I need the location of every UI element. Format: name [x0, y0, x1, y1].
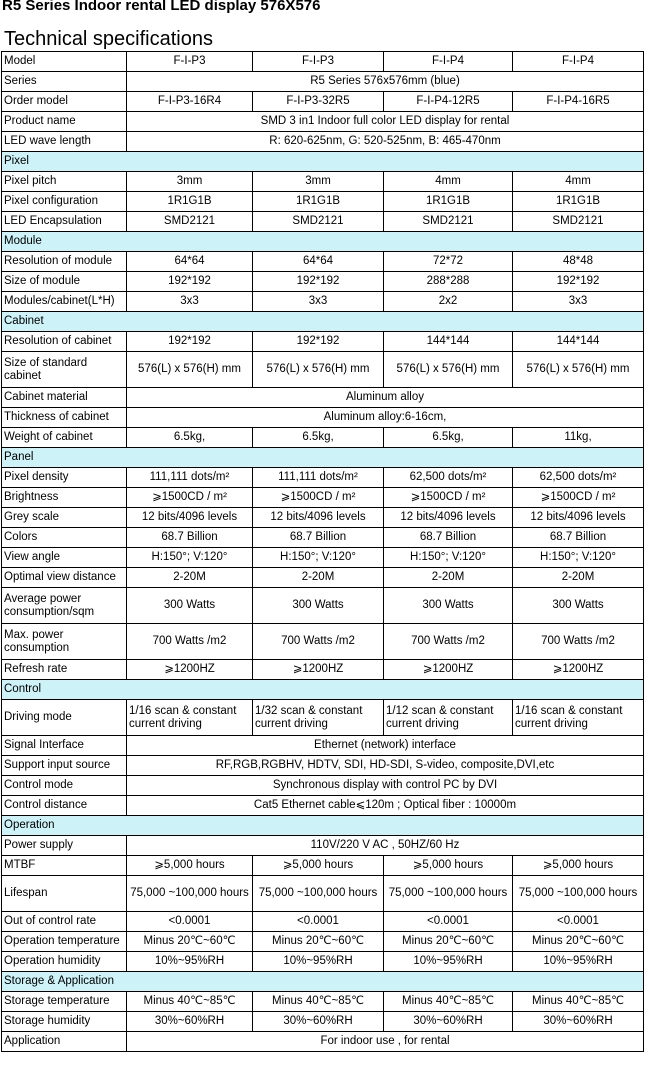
row-label: Max. power consumption	[2, 624, 127, 660]
cell: 3mm	[127, 172, 253, 192]
row-label: Power supply	[2, 836, 127, 856]
row-label: Modules/cabinet(L*H)	[2, 292, 127, 312]
cell: 48*48	[513, 252, 644, 272]
table-row-lifespan	[2, 876, 644, 912]
cell: 288*288	[384, 272, 513, 292]
cell: SMD2121	[253, 212, 384, 232]
cell: H:150°; V:120°	[253, 548, 384, 568]
table-row-operation-temperature	[2, 932, 644, 952]
row-label: Brightness	[2, 488, 127, 508]
row-label: LED Encapsulation	[2, 212, 127, 232]
section-cabinet	[2, 312, 644, 332]
cell: 576(L) x 576(H) mm	[127, 352, 253, 388]
cell: 192*192	[127, 332, 253, 352]
cell: ⩾1200HZ	[513, 660, 644, 680]
cell: SMD2121	[513, 212, 644, 232]
table-row-out-of-control	[2, 912, 644, 932]
table-row-colors	[2, 528, 644, 548]
row-label: Storage humidity	[2, 1012, 127, 1032]
cell: 1/32 scan & constant current driving	[253, 700, 384, 736]
cell: 300 Watts	[384, 588, 513, 624]
cell: H:150°; V:120°	[513, 548, 644, 568]
cell: 1/16 scan & constant current driving	[127, 700, 253, 736]
cell: ⩾5,000 hours	[513, 856, 644, 876]
section-operation	[2, 816, 644, 836]
cell: 300 Watts	[513, 588, 644, 624]
table-row-series	[2, 72, 644, 92]
cell: 2x2	[384, 292, 513, 312]
row-label: Size of standard cabinet	[2, 352, 127, 388]
cell: F-I-P3-32R5	[253, 92, 384, 112]
cell: Minus 40℃~85℃	[384, 992, 513, 1012]
row-label: Pixel pitch	[2, 172, 127, 192]
table-row-resolution-module	[2, 252, 644, 272]
cell: ⩾5,000 hours	[253, 856, 384, 876]
cell: ⩾1500CD / m²	[253, 488, 384, 508]
cell: 192*192	[253, 272, 384, 292]
cell: <0.0001	[127, 912, 253, 932]
cell: 700 Watts /m2	[253, 624, 384, 660]
cell: 72*72	[384, 252, 513, 272]
cell: ⩾1200HZ	[253, 660, 384, 680]
table-row-driving-mode	[2, 700, 644, 736]
cell: ⩾1500CD / m²	[127, 488, 253, 508]
cell: Minus 40℃~85℃	[513, 992, 644, 1012]
cell: 1R1G1B	[513, 192, 644, 212]
table-row-control-distance	[2, 796, 644, 816]
row-label: Model	[2, 52, 127, 72]
row-label: Refresh rate	[2, 660, 127, 680]
cell: F-I-P3-16R4	[127, 92, 253, 112]
table-row-input-source	[2, 756, 644, 776]
row-label: Product name	[2, 112, 127, 132]
section-pixel	[2, 152, 644, 172]
row-label: Weight of cabinet	[2, 428, 127, 448]
cell: 192*192	[127, 272, 253, 292]
cell: 12 bits/4096 levels	[127, 508, 253, 528]
cell: 576(L) x 576(H) mm	[253, 352, 384, 388]
table-row-cabinet-weight	[2, 428, 644, 448]
cell: 30%~60%RH	[513, 1012, 644, 1032]
row-label: Series	[2, 72, 127, 92]
table-row-view-angle	[2, 548, 644, 568]
row-value: R: 620-625nm, G: 520-525nm, B: 465-470nm	[127, 132, 644, 152]
section-heading: Storage & Application	[2, 972, 644, 992]
cell: Minus 20℃~60℃	[384, 932, 513, 952]
cell: Minus 40℃~85℃	[127, 992, 253, 1012]
section-storage	[2, 972, 644, 992]
cell: ⩾5,000 hours	[127, 856, 253, 876]
model-cell: F-I-P4	[384, 52, 513, 72]
cell: 12 bits/4096 levels	[513, 508, 644, 528]
section-heading: Panel	[2, 448, 644, 468]
table-row-operation-humidity	[2, 952, 644, 972]
cell: 6.5kg,	[384, 428, 513, 448]
table-row-storage-humidity	[2, 1012, 644, 1032]
section-heading: Operation	[2, 816, 644, 836]
cell: 1/16 scan & constant current driving	[513, 700, 644, 736]
cell: ⩾1200HZ	[127, 660, 253, 680]
row-label: Resolution of module	[2, 252, 127, 272]
cell: 4mm	[513, 172, 644, 192]
row-label: Grey scale	[2, 508, 127, 528]
row-value: For indoor use , for rental	[127, 1032, 644, 1052]
model-cell: F-I-P3	[127, 52, 253, 72]
row-label: Signal Interface	[2, 736, 127, 756]
table-row-signal-interface	[2, 736, 644, 756]
cell: 75,000 ~100,000 hours	[384, 876, 513, 912]
table-row-cabinet-thickness	[2, 408, 644, 428]
cell: <0.0001	[513, 912, 644, 932]
table-row-order-model	[2, 92, 644, 112]
row-label: Order model	[2, 92, 127, 112]
cell: H:150°; V:120°	[384, 548, 513, 568]
row-label: Colors	[2, 528, 127, 548]
row-value: Aluminum alloy	[127, 388, 644, 408]
table-row-led-encapsulation	[2, 212, 644, 232]
cell: 2-20M	[384, 568, 513, 588]
page-title: R5 Series Indoor rental LED display 576X576	[2, 0, 321, 14]
spec-table	[1, 51, 644, 1052]
cell: ⩾1500CD / m²	[384, 488, 513, 508]
row-value: R5 Series 576x576mm (blue)	[127, 72, 644, 92]
cell: 700 Watts /m2	[384, 624, 513, 660]
row-label: Control distance	[2, 796, 127, 816]
cell: F-I-P4-16R5	[513, 92, 644, 112]
section-heading: Module	[2, 232, 644, 252]
cell: 10%~95%RH	[384, 952, 513, 972]
cell: 10%~95%RH	[127, 952, 253, 972]
row-label: LED wave length	[2, 132, 127, 152]
row-value: Ethernet (network) interface	[127, 736, 644, 756]
cell: 30%~60%RH	[384, 1012, 513, 1032]
row-label: Cabinet material	[2, 388, 127, 408]
cell: 68.7 Billion	[253, 528, 384, 548]
row-value: Cat5 Ethernet cable⩽120m ; Optical fiber : 10000m	[127, 796, 644, 816]
row-value: SMD 3 in1 Indoor full color LED display for rental	[127, 112, 644, 132]
cell: 2-20M	[253, 568, 384, 588]
cell: 11kg,	[513, 428, 644, 448]
table-row-product-name	[2, 112, 644, 132]
cell: 62,500 dots/m²	[513, 468, 644, 488]
cell: 30%~60%RH	[253, 1012, 384, 1032]
cell: Minus 20℃~60℃	[253, 932, 384, 952]
cell: 300 Watts	[253, 588, 384, 624]
table-row-pixel-density	[2, 468, 644, 488]
row-label: Resolution of cabinet	[2, 332, 127, 352]
row-value: RF,RGB,RGBHV, HDTV, SDI, HD-SDI, S-video, composite,DVI,etc	[127, 756, 644, 776]
row-label: Pixel density	[2, 468, 127, 488]
cell: 1R1G1B	[384, 192, 513, 212]
table-row-model	[2, 52, 644, 72]
cell: 12 bits/4096 levels	[384, 508, 513, 528]
cell: <0.0001	[384, 912, 513, 932]
row-label: Pixel configuration	[2, 192, 127, 212]
cell: 10%~95%RH	[253, 952, 384, 972]
table-row-storage-temperature	[2, 992, 644, 1012]
cell: 144*144	[513, 332, 644, 352]
row-label: Storage temperature	[2, 992, 127, 1012]
table-row-resolution-cabinet	[2, 332, 644, 352]
cell: F-I-P4-12R5	[384, 92, 513, 112]
cell: 576(L) x 576(H) mm	[513, 352, 644, 388]
cell: 3x3	[513, 292, 644, 312]
section-module	[2, 232, 644, 252]
cell: 300 Watts	[127, 588, 253, 624]
cell: 1/12 scan & constant current driving	[384, 700, 513, 736]
cell: 62,500 dots/m²	[384, 468, 513, 488]
row-label: Operation temperature	[2, 932, 127, 952]
table-row-modules-cabinet	[2, 292, 644, 312]
table-row-average-power	[2, 588, 644, 624]
cell: 3x3	[127, 292, 253, 312]
row-label: MTBF	[2, 856, 127, 876]
row-label: Size of module	[2, 272, 127, 292]
table-row-view-distance	[2, 568, 644, 588]
cell: 30%~60%RH	[127, 1012, 253, 1032]
table-row-control-mode	[2, 776, 644, 796]
table-row-application	[2, 1032, 644, 1052]
cell: 6.5kg,	[253, 428, 384, 448]
table-row-pixel-pitch	[2, 172, 644, 192]
cell: 4mm	[384, 172, 513, 192]
table-row-size-module	[2, 272, 644, 292]
model-cell: F-I-P3	[253, 52, 384, 72]
cell: 2-20M	[127, 568, 253, 588]
cell: H:150°; V:120°	[127, 548, 253, 568]
cell: 2-20M	[513, 568, 644, 588]
cell: 75,000 ~100,000 hours	[513, 876, 644, 912]
row-value: Aluminum alloy:6-16cm,	[127, 408, 644, 428]
section-control	[2, 680, 644, 700]
page-subtitle: Technical specifications	[4, 28, 213, 50]
table-row-mtbf	[2, 856, 644, 876]
cell: 75,000 ~100,000 hours	[253, 876, 384, 912]
model-cell: F-I-P4	[513, 52, 644, 72]
cell: 3mm	[253, 172, 384, 192]
table-row-pixel-config	[2, 192, 644, 212]
cell: ⩾1200HZ	[384, 660, 513, 680]
cell: ⩾5,000 hours	[384, 856, 513, 876]
row-label: Operation humidity	[2, 952, 127, 972]
cell: 64*64	[127, 252, 253, 272]
cell: 68.7 Billion	[384, 528, 513, 548]
table-row-size-cabinet	[2, 352, 644, 388]
cell: SMD2121	[384, 212, 513, 232]
table-row-max-power	[2, 624, 644, 660]
table-row-grey-scale	[2, 508, 644, 528]
table-row-power-supply	[2, 836, 644, 856]
cell: <0.0001	[253, 912, 384, 932]
cell: 1R1G1B	[253, 192, 384, 212]
row-value: Synchronous display with control PC by DVI	[127, 776, 644, 796]
cell: 144*144	[384, 332, 513, 352]
cell: Minus 20℃~60℃	[513, 932, 644, 952]
cell: ⩾1500CD / m²	[513, 488, 644, 508]
row-label: Average power consumption/sqm	[2, 588, 127, 624]
row-label: Application	[2, 1032, 127, 1052]
section-heading: Pixel	[2, 152, 644, 172]
cell: Minus 20℃~60℃	[127, 932, 253, 952]
cell: Minus 40℃~85℃	[253, 992, 384, 1012]
cell: 75,000 ~100,000 hours	[127, 876, 253, 912]
table-row-wave-length	[2, 132, 644, 152]
cell: 12 bits/4096 levels	[253, 508, 384, 528]
row-label: View angle	[2, 548, 127, 568]
cell: 1R1G1B	[127, 192, 253, 212]
cell: 111,111 dots/m²	[253, 468, 384, 488]
cell: 68.7 Billion	[513, 528, 644, 548]
cell: SMD2121	[127, 212, 253, 232]
table-row-refresh-rate	[2, 660, 644, 680]
cell: 10%~95%RH	[513, 952, 644, 972]
row-value: 110V/220 V AC , 50HZ/60 Hz	[127, 836, 644, 856]
cell: 111,111 dots/m²	[127, 468, 253, 488]
row-label: Out of control rate	[2, 912, 127, 932]
row-label: Control mode	[2, 776, 127, 796]
cell: 192*192	[513, 272, 644, 292]
cell: 6.5kg,	[127, 428, 253, 448]
cell: 192*192	[253, 332, 384, 352]
row-label: Driving mode	[2, 700, 127, 736]
cell: 3x3	[253, 292, 384, 312]
row-label: Support input source	[2, 756, 127, 776]
table-row-cabinet-material	[2, 388, 644, 408]
section-panel	[2, 448, 644, 468]
cell: 700 Watts /m2	[513, 624, 644, 660]
cell: 576(L) x 576(H) mm	[384, 352, 513, 388]
cell: 68.7 Billion	[127, 528, 253, 548]
row-label: Optimal view distance	[2, 568, 127, 588]
table-row-brightness	[2, 488, 644, 508]
row-label: Lifespan	[2, 876, 127, 912]
row-label: Thickness of cabinet	[2, 408, 127, 428]
cell: 64*64	[253, 252, 384, 272]
cell: 700 Watts /m2	[127, 624, 253, 660]
section-heading: Cabinet	[2, 312, 644, 332]
section-heading: Control	[2, 680, 644, 700]
